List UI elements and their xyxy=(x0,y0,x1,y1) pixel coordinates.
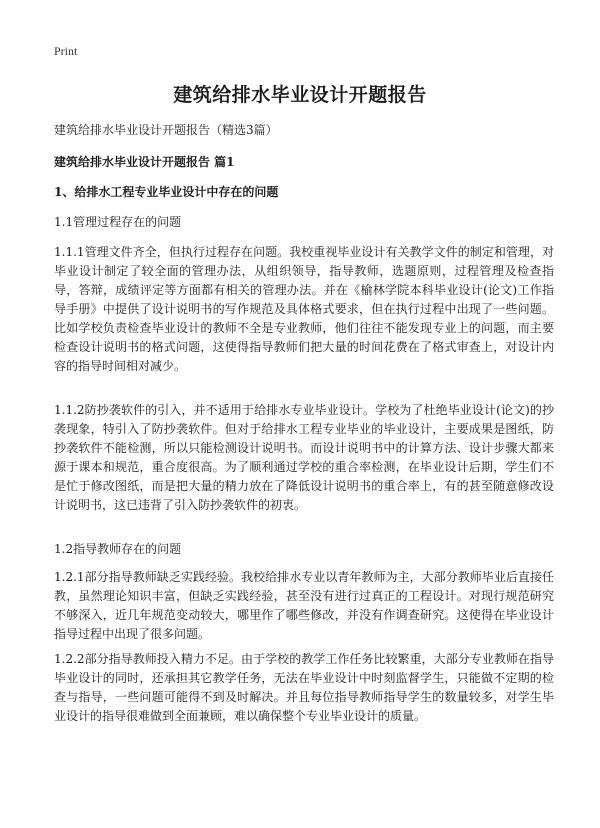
paragraph-1-2-1: 1.2.1部分指导教师缺乏实践经验。我校给排水专业以青年教师为主，大部分教师毕业后直接任教，虽然理论知识丰富，但缺乏实践经验，甚至没有进行过真正的工程设计。对现行规范研究不够深入，近几年规范变动较大，哪里作了哪些修改，并没有作调查研究。这使得在毕业设计指导过程中出现了很多问题。 xyxy=(54,570,554,641)
print-label[interactable]: Print xyxy=(54,44,78,58)
document-subtitle: 建筑给排水毕业设计开题报告（精选3篇） xyxy=(54,123,278,137)
paragraph-1-2-2: 1.2.2部分指导教师投入精力不足。由于学校的教学工作任务比较繁重，大部分专业教师在指导毕业设计的同时，还承担其它教学任务，无法在毕业设计中时刻监督学生，只能做不定期的检查与指导，一些问题可能得不到及时解决。并且每位指导教师指导学生的数量较多，对学生毕业设计的指导很难做到全面兼顾，难以确保整个专业毕业设计的质量。 xyxy=(54,652,554,723)
heading-1: 1、给排水工程专业毕业设计中存在的问题 xyxy=(54,185,279,199)
heading-1-2: 1.2指导教师存在的问题 xyxy=(54,542,182,556)
heading-1-1: 1.1管理过程存在的问题 xyxy=(54,215,182,229)
paragraph-1-1-1: 1.1.1管理文件齐全，但执行过程存在问题。我校重视毕业设计有关教学文件的制定和管理，对毕业设计制定了较全面的管理办法，从组织领导，指导教师，选题原则，过程管理及检查指导，答辩，成绩评定等方面都有相关的管理办法。并在《榆林学院本科毕业设计(论文)工作指导手册》中提供了设计说明书的写作规范及具体格式要求，但在执行过程中出现了一些问题。比如学校负责检查毕业设计的教师不全是专业教师，他们往往不能发现专业上的问题，而主要检查设计说明书的格式问题，这使得指导教师们把大量的时间花费在了格式审查上，对设计内容的指导时间相对减少。 xyxy=(54,245,554,373)
section-title: 建筑给排水毕业设计开题报告 篇1 xyxy=(54,155,235,169)
paragraph-1-1-2: 1.1.2防抄袭软件的引入，并不适用于给排水专业毕业设计。学校为了杜绝毕业设计(论文)的抄袭现象，特引入了防抄袭软件。但对于给排水工程专业毕业的毕业设计，主要成果是图纸，防抄袭软件不能检测，所以只能检测设计说明书。而设计说明书中的计算方法、设计步骤大都来源于课本和规范，重合度很高。为了顺利通过学校的重合率检测，在毕业设计后期，学生们不是忙于修改图纸，而是把大量的精力放在了降低设计说明书的重合率上，有的甚至随意修改设计说明书，这已违背了引入防抄袭软件的初衷。 xyxy=(54,403,554,512)
document-title: 建筑给排水毕业设计开题报告 xyxy=(173,84,427,106)
